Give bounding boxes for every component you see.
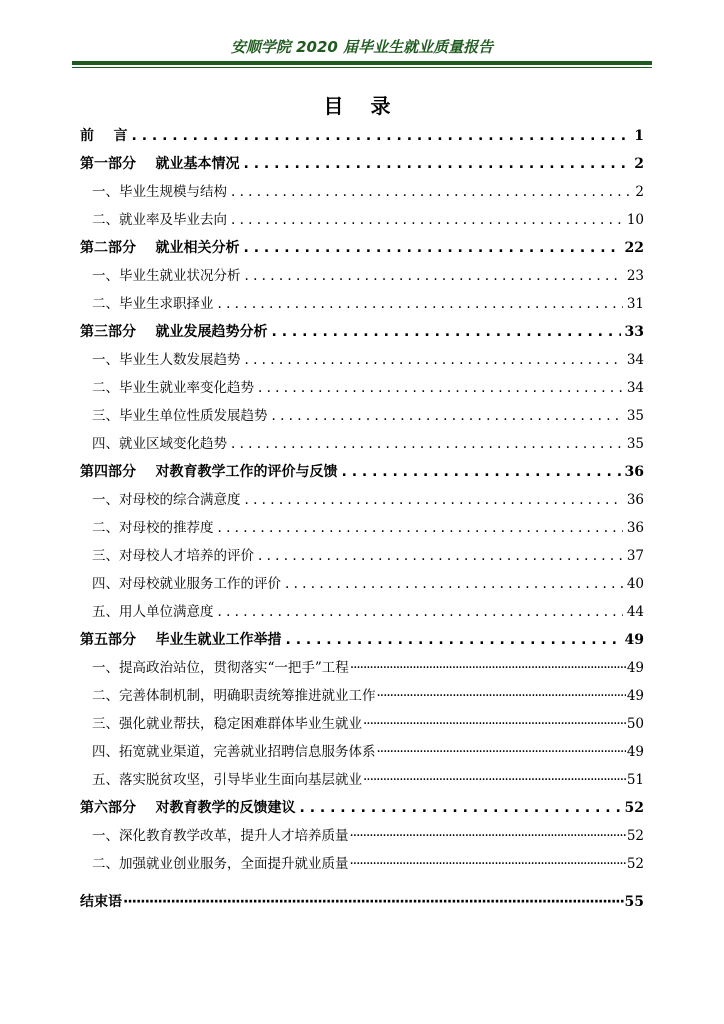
toc-page-number: 1 — [634, 128, 644, 144]
toc-entry-label: 四、对母校就业服务工作的评价 — [92, 576, 281, 592]
toc-dot-leader — [244, 150, 631, 178]
toc-dot-leader — [245, 262, 623, 290]
toc-entry-label: 四、就业区域变化趋势 — [92, 436, 227, 452]
toc-page-number: 33 — [624, 324, 644, 340]
toc-subsection-entry[interactable] — [80, 654, 644, 682]
toc-dot-leader — [272, 318, 621, 346]
toc-subsection-entry[interactable] — [80, 206, 644, 234]
toc-entry-label: 一、对母校的综合满意度 — [92, 492, 241, 508]
toc-subsection-entry[interactable] — [80, 738, 644, 766]
running-header-title: 安顺学院 2020 届毕业生就业质量报告 — [230, 38, 494, 56]
toc-page-number: 2 — [635, 184, 644, 200]
toc-page-number: 36 — [626, 492, 644, 508]
header-rule-thick — [72, 61, 652, 65]
toc-page-number: 55 — [624, 894, 644, 910]
toc-page-number: 49 — [626, 688, 644, 704]
toc-dot-leader — [245, 346, 623, 374]
toc-entry-label: 一、毕业生人数发展趋势 — [92, 352, 241, 368]
toc-entry-label: 一、毕业生就业状况分析 — [92, 268, 241, 284]
toc-entry-label: 二、毕业生求职择业 — [92, 296, 214, 312]
toc-dot-leader — [363, 766, 626, 794]
toc-subsection-entry[interactable] — [80, 598, 644, 626]
toc-dot-leader — [350, 822, 626, 850]
toc-entry-label: 第四部分 对教育教学工作的评价与反馈 — [80, 464, 338, 480]
toc-page-number: 22 — [624, 240, 644, 256]
toc-entry-label: 二、加强就业创业服务，全面提升就业质量 — [92, 856, 349, 872]
toc-subsection-entry[interactable] — [80, 346, 644, 374]
toc-entry-label: 二、就业率及毕业去向 — [92, 212, 227, 228]
toc-dot-leader — [218, 598, 623, 626]
toc-subsection-entry[interactable] — [80, 850, 644, 878]
toc-dot-leader — [363, 710, 626, 738]
toc-subsection-entry[interactable] — [80, 766, 644, 794]
toc-dot-leader — [272, 402, 623, 430]
toc-entry-label: 一、毕业生规模与结构 — [92, 184, 227, 200]
toc-entry-label: 三、对母校人才培养的评价 — [92, 548, 254, 564]
header-rule-thin — [72, 67, 652, 68]
toc-page-number: 49 — [626, 744, 644, 760]
toc-subsection-entry[interactable] — [80, 682, 644, 710]
toc-section-entry[interactable] — [80, 122, 644, 150]
toc-dot-leader — [285, 570, 623, 598]
toc-entry-label: 三、强化就业帮扶，稳定困难群体毕业生就业 — [92, 716, 362, 732]
toc-page-number: 35 — [626, 408, 644, 424]
toc-section-entry[interactable] — [80, 318, 644, 346]
toc-entry-label: 第三部分 就业发展趋势分析 — [80, 324, 268, 340]
toc-entry-label: 一、深化教育教学改革，提升人才培养质量 — [92, 828, 349, 844]
toc-subsection-entry[interactable] — [80, 822, 644, 850]
toc-dot-leader — [231, 206, 623, 234]
toc-page-number: 34 — [626, 352, 644, 368]
toc-subsection-entry[interactable] — [80, 262, 644, 290]
toc-section-entry[interactable] — [80, 150, 644, 178]
toc-dot-leader — [350, 654, 626, 682]
toc-dot-leader — [377, 682, 626, 710]
toc-dot-leader — [245, 486, 623, 514]
toc-subsection-entry[interactable] — [80, 178, 644, 206]
toc-subsection-entry[interactable] — [80, 374, 644, 402]
toc-entry-label: 第六部分 对教育教学的反馈建议 — [80, 800, 296, 816]
toc-dot-leader — [350, 850, 626, 878]
toc-section-entry[interactable] — [80, 458, 644, 486]
toc-dot-leader — [300, 794, 621, 822]
toc-entry-label: 第一部分 就业基本情况 — [80, 156, 240, 172]
toc-page-number: 49 — [626, 660, 644, 676]
toc-section-entry[interactable] — [80, 888, 644, 916]
toc-page-number: 31 — [626, 296, 644, 312]
toc-page-number: 52 — [626, 828, 644, 844]
toc-page-number: 35 — [626, 436, 644, 452]
toc-dot-leader — [231, 178, 631, 206]
toc-dot-leader — [258, 374, 623, 402]
toc-page-number: 44 — [626, 604, 644, 620]
toc-subsection-entry[interactable] — [80, 290, 644, 318]
toc-subsection-entry[interactable] — [80, 542, 644, 570]
toc-page-number: 52 — [626, 856, 644, 872]
toc-dot-leader — [258, 542, 623, 570]
toc-subsection-entry[interactable] — [80, 402, 644, 430]
toc-entry-label: 五、用人单位满意度 — [92, 604, 214, 620]
toc-dot-leader — [286, 626, 621, 654]
toc-section-entry[interactable] — [80, 794, 644, 822]
toc-entry-label: 四、拓宽就业渠道，完善就业招聘信息服务体系 — [92, 744, 376, 760]
toc-entry-label: 第二部分 就业相关分析 — [80, 240, 240, 256]
toc-page-number: 52 — [624, 800, 644, 816]
toc-subsection-entry[interactable] — [80, 430, 644, 458]
table-of-contents — [80, 122, 644, 916]
toc-entry-label: 二、完善体制机制，明确职责统筹推进就业工作 — [92, 688, 376, 704]
toc-dot-leader — [231, 430, 623, 458]
toc-entry-label: 二、毕业生就业率变化趋势 — [92, 380, 254, 396]
toc-page-number: 50 — [626, 716, 644, 732]
toc-dot-leader — [244, 234, 621, 262]
toc-dot-leader — [377, 738, 626, 766]
toc-page-number: 49 — [624, 632, 644, 648]
toc-subsection-entry[interactable] — [80, 514, 644, 542]
toc-entry-label: 二、对母校的推荐度 — [92, 520, 214, 536]
toc-entry-label: 前 言 — [80, 128, 128, 144]
toc-subsection-entry[interactable] — [80, 710, 644, 738]
toc-title: 目 录 — [323, 94, 401, 118]
toc-entry-label: 三、毕业生单位性质发展趋势 — [92, 408, 268, 424]
toc-dot-leader — [218, 290, 623, 318]
toc-entry-label: 一、提高政治站位，贯彻落实“一把手”工程 — [92, 660, 349, 676]
toc-page-number: 2 — [634, 156, 644, 172]
toc-page-number: 34 — [626, 380, 644, 396]
toc-dot-leader — [123, 888, 624, 916]
toc-subsection-entry[interactable] — [80, 570, 644, 598]
toc-page-number: 40 — [626, 576, 644, 592]
toc-dot-leader — [218, 514, 623, 542]
toc-entry-label: 五、落实脱贫攻坚，引导毕业生面向基层就业 — [92, 772, 362, 788]
toc-dot-leader — [132, 122, 631, 150]
toc-entry-label: 第五部分 毕业生就业工作举措 — [80, 632, 282, 648]
toc-page-number: 37 — [626, 548, 644, 564]
toc-subsection-entry[interactable] — [80, 486, 644, 514]
toc-page-number: 51 — [626, 772, 644, 788]
toc-page-number: 10 — [626, 212, 644, 228]
toc-entry-label: 结束语 — [80, 894, 122, 910]
toc-dot-leader — [342, 458, 621, 486]
toc-page-number: 36 — [626, 520, 644, 536]
toc-page-number: 36 — [624, 464, 644, 480]
toc-section-entry[interactable] — [80, 626, 644, 654]
toc-page-number: 23 — [626, 268, 644, 284]
toc-section-entry[interactable] — [80, 234, 644, 262]
